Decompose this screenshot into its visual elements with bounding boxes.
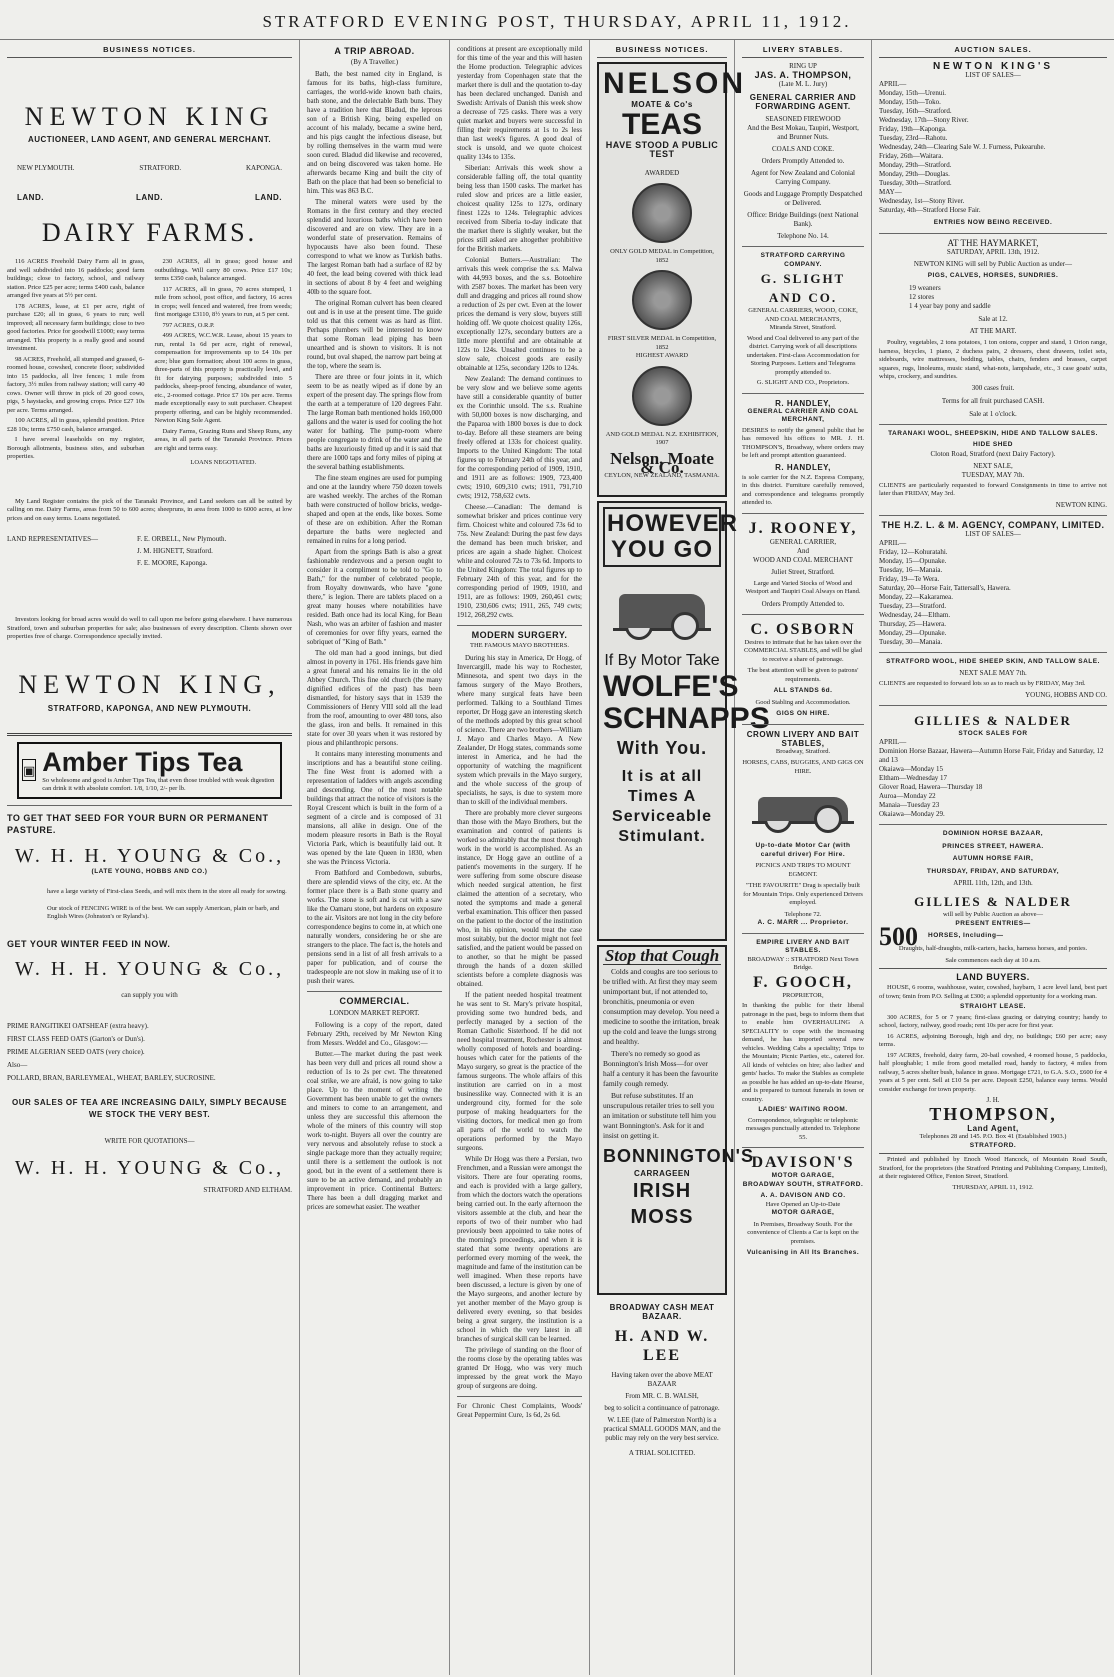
vulcanising: Vulcanising in All Its Branches. — [746, 1249, 860, 1256]
gold-medal-icon — [632, 183, 692, 243]
handley-text: DESIRES to notify the general public that he has removed his offices to MR. J. H. THOMPSON'S, Broadway, where orders may be left and prompt attention guaranteed. — [742, 426, 864, 459]
masthead: STRATFORD EVENING POST, THURSDAY, APRIL 11, 1912. — [0, 0, 1114, 40]
newton-king-towns: STRATFORD, KAPONGA, AND NEW PLYMOUTH. — [47, 703, 252, 713]
sale-item: Monday, 15th—Toko. — [879, 98, 941, 106]
five-hundred: 500 — [879, 922, 918, 951]
lee-text: W. LEE (late of Palmerston North) is a practical SMALL GOODS MAN, and the public may rely on the very best service. — [603, 1416, 721, 1442]
lee-text: From MR. C. B. WALSH, — [625, 1392, 699, 1400]
surgery-paragraph: While Dr Hogg was there a Persian, two Frenchmen, and a Russian were amongst the visitors. There are four operating rooms, and each is provided with a large gallery, from which the doctors watch the operations being carried out. In the early afternoon the visitors assemble at the club, and hear the reports of two of their number who had previously been appointed to take notes of the morning's proceedings, and when it is stated that some twenty operations are performed every morning of the week, the magnitude and fame of the institution can be well imagined. When these reports have been discussed, a lecture is given by one of the Mayo surgeons, and another lecture by yet another member of the Mayo group is delivered every evening, so that besides being a great surgery, the institution is a school in which the very latest in all branches of surgical skill can be learned. — [457, 1154, 582, 1343]
gold-medal-1: ONLY GOLD MEDAL in Competition, 1852 — [610, 248, 714, 264]
sale-item: Okaiawa—Monday 15 — [879, 765, 943, 773]
article-paragraph: There are three or four joints in it, which seem to be as neatly wiped as if done by an expert of the present day. The springs flow from the earth at a temperature of 120 degrees Fahr. The large Roman bath mentioned holds 160,000 gallons and the water is used for cooling the hot water for bathing. The pump-room where people congregate to drink of the water and the baths are luxuriously fitted up and it is said that there are 1000 taps and forty miles of piping at the several bathing establishments. — [307, 373, 442, 471]
surgery-paragraph: During his stay in America, Dr Hogg, of Invercargill, made his way to Rochester, Minnesota, and spent two days in the famous surgery of the Mayo Brothers, where many surgical feats have been performed. Talking to a Southland Times reporter, Dr Hogg gave an interesting sketch of the methods adopted by this great school of science. There are two brothers—William J. Mayo and Charles Mayo. A New Zealander, Dr Hogg states, commands some interest in America, and he had the opportunity of watching the magnificent system which prevails in the Mayo surgery, and the whole success of the group of specialists, he says, is due to system more than to skill of the individual members. — [457, 653, 582, 806]
sale-item: Monday, 29th—Douglas. — [879, 170, 950, 178]
thompson-late: (Late M. L. Jury) — [778, 80, 828, 88]
newton-king-footer: NEWTON KING, — [18, 669, 281, 699]
town-new-plymouth: NEW PLYMOUTH. — [17, 164, 75, 172]
hzl-sales-list — [879, 539, 1107, 647]
fair-days: THURSDAY, FRIDAY, AND SATURDAY, — [926, 867, 1060, 875]
rep-hignett: J. M. HIGNETT, Stratford. — [137, 547, 213, 555]
feed-item: PRIME ALGERIAN SEED OATS (very choice). — [7, 1047, 145, 1056]
davison-co: A. A. DAVISON AND CO. — [760, 1192, 846, 1199]
hzl-agency: THE H.Z. L. & M. AGENCY, COMPANY, LIMITED. — [881, 519, 1105, 530]
lee-text: Having taken over the above MEAT BAZAAR — [611, 1371, 713, 1388]
coal-nuts: And the Best Mokau, Taupiri, Westport, and Brunner Nuts. — [747, 124, 859, 141]
fair-dates: APRIL 11th, 12th, and 13th. — [953, 879, 1033, 887]
surgery-paragraph: The privilege of standing on the floor of the rooms close by the operating tables was granted Dr Hogg, who was very much impressed by the great work the Mayo group of surgeons are doing. — [457, 1345, 582, 1390]
article-paragraph: The fine steam engines are used for pumping and one at the laundry where 750 dozen towels are washed weekly. The arches of the Roman bath were constructed of hollow bricks, wedge-shaped and open at the ends, like boxes. Some of these are on exhibition. After the Roman departure the baths were neglected and remained in ruins for a long period. — [307, 474, 442, 545]
acres197-listing: 197 ACRES, freehold, dairy farm, 20-bail cowshed, 4 roomed house, 5 paddocks, half ploughable; 1 mile from good metalled road, handy to factory, 4 miles from railway, 5 acres shelter bush, balance in grass. Mortgage £721, to G.A. S.O., £600 for 4 years at 5 per cent. Sell at £10 5s per acre. Deposit £250, balance easy terms. Would consider exchange for town property. — [879, 1051, 1107, 1093]
gillies-title: GILLIES & NALDER — [914, 712, 1072, 728]
feed-item: Also— — [7, 1060, 28, 1069]
horses-including: HORSES, Including— — [928, 932, 1004, 940]
rooney-orders: Orders Promptly Attended to. — [761, 599, 845, 608]
lee-text: beg to solicit a continuance of patronage. — [604, 1404, 720, 1412]
article-paragraph: The original Roman culvert has been cleared out and is in use at the present time. The guide told us that this cement was as hard as flint. Perhaps plumbers will be interested to know that some Roman lead piping has been unearthed and is shown to visitors. It is not round, but oval shaped, the narrow part being at the top, where the seam is. — [307, 299, 442, 370]
slight-proprietors: G. SLIGHT AND CO., Proprietors. — [756, 379, 850, 386]
stock-list — [879, 284, 1107, 311]
fruit-terms: Terms for all fruit purchased CASH. — [941, 396, 1045, 405]
sale-item: Friday, 19—Te Wera. — [879, 574, 940, 583]
all-stands: ALL STANDS 6d. — [773, 687, 833, 694]
listings-right — [155, 256, 293, 470]
ladies-waiting-room: LADIES' WAITING ROOM. — [758, 1106, 848, 1113]
teas-title: TEAS — [621, 108, 702, 141]
column-trip-abroad — [300, 40, 450, 1675]
empire-address: BROADWAY :: STRATFORD Next Town Bridge. — [747, 955, 859, 971]
nk-will-sell: NEWTON KING will sell by Public Auction as under— — [913, 259, 1073, 268]
gillies-sales-list — [879, 738, 1107, 819]
at-the-mart: AT THE MART. — [969, 327, 1017, 335]
public-test: HAVE STOOD A PUBLIC TEST — [605, 140, 719, 159]
article-paragraph: From Bathford and Combedown, suburbs, there are splendid views of the city, etc. At the former place there is a Bath stone quarry and works. The stone is soft and is cut with a saw like the Oamaru stone, but hardens on exposure to the air. Visitors are not long in the city before correspondence begins to come in, at which one naturally wonders, considering he or she are strangers to the place. The fact is, the hotels and pensions send in a list of all fresh arrivals to a paper for publication, and of course the tradespeople are not slow in making use of it to push their wares. — [307, 869, 442, 985]
sale-item: Saturday, 20—Horse Fair, Tattersall's, Hawera. — [879, 583, 1011, 592]
stop-cough-title: Stop that Cough — [604, 946, 720, 965]
sale-item: Tuesday, 30—Manaia. — [879, 637, 943, 646]
write-quotations: WRITE FOR QUOTATIONS— — [104, 1136, 195, 1145]
col6-header: AUCTION SALES. — [879, 43, 1107, 58]
motor-garage-2: MOTOR GARAGE, — [771, 1209, 835, 1216]
saturday-date: SATURDAY, APRIL 13th, 1912. — [946, 247, 1040, 256]
market-paragraph: Colonial Butters.—Australian: The arrivals this week comprise the s.s. Malwa with 44,993 boxes, and the s.s. Botoehire with 2587 boxes. The market has been very dull and dragging and prices all round show a reduction of 2s per cwt. Even at the lower prices the demand is very slow, buyers still holding off. We quote choicest quality 126s, exceptionally 127s, secondary butters are a little more plentiful and are obtainable at 122s to 124s. Unsalted continues to be a slow sale, choicest goods are easily obtainable at 125s, secondary 120s to 124s. — [457, 256, 582, 372]
young-title: W. H. H. YOUNG & Co., — [14, 844, 285, 867]
sale-item: Wednesday, 24th—Clearing Sale W. J. Furness, Pukearuhe. — [879, 143, 1046, 151]
stock-sales-for: STOCK SALES FOR — [958, 729, 1028, 737]
land-label-1: LAND. — [17, 193, 44, 202]
listing: 797 ACRES, O.R.P. — [162, 321, 215, 329]
list-of-sales: LIST OF SALES— — [965, 71, 1021, 79]
listing: Dairy Farms, Grazing Runs and Sheep Runs, any areas, in all parts of the Taranaki Province. Prices are right and terms easy. — [154, 427, 292, 452]
marr-proprietor: A. C. MARR ... Proprietor. — [757, 919, 849, 926]
places: CEYLON, NEW ZEALAND, TASMANIA. — [604, 471, 720, 479]
surgery-paragraph: If the patient needed hospital treatment he was sent to St. Mary's private hospital, providing some two hundred beds, and perfectly managed by a section of the Roman Catholic Sisterhood. If he did not need hospital treatment, Rochester is almost wholly composed of hotels and boarding-houses which cater for the patients of the Mayo surgery, so great is the practice of the famous surgeons. The whole affairs of this institution are carried on in a most businesslike way. Connected with it is an underground city, formed for the sole purpose of making headquarters for the visiting doctors, for medical men go from all parts of the world to watch the operations performed by the Mayo surgeons. — [457, 990, 582, 1152]
bonningtons-ad — [597, 945, 754, 1295]
young-subtitle: (LATE YOUNG, HOBBS AND CO.) — [91, 867, 208, 875]
next-sale-may: NEXT SALE MAY 7th. — [959, 669, 1027, 677]
tuesday-may: TUESDAY, MAY 7th. — [961, 470, 1025, 479]
rooney-wood: WOOD AND COAL MERCHANT — [753, 555, 853, 564]
towns-row — [7, 158, 292, 179]
land-representatives — [7, 535, 292, 568]
article-paragraph: The mineral waters were used by the Romans in the first century and they erected splendid and luxurious baths which have been discovered and are on view. They are in a wonderful state of preservation. Remains of hypocausts have also been found. These correspond to what we know as Turkish baths. The largest Roman bath had a surface of 82 by 40 feet, the lead being covered with thick lead in sections of about 8 by 4 feet and weighing 40lb to the square foot. — [307, 198, 442, 296]
modern-surgery-heading: MODERN SURGERY. — [471, 630, 568, 640]
seed-text: have a large variety of First-class Seeds, and will mix them in the store all ready for sowing. — [47, 888, 287, 895]
premises-text: In Premises, Broadway South. For the convenience of Clients a Car is kept on the premises. — [747, 1220, 859, 1245]
land-label-2: LAND. — [136, 193, 163, 202]
amber-tips-sub: So wholesome and good is Amber Tips Tea, that even those troubled with weak digestion can drink it with absolute comfort. 1/8, 1/10, 2/- per lb. — [42, 776, 275, 792]
column-business-notices — [0, 40, 300, 1675]
cough-paragraph: There's no remedy so good as Bonnington's Irish Moss—for over half a century it has been the favourite family cough remedy. — [603, 1049, 719, 1088]
silver-medal-icon — [632, 270, 692, 330]
clients-notice-2: CLIENTS are requested to forward lots so as to reach us by FRIDAY, May 3rd. — [879, 680, 1086, 687]
listing: 98 ACRES, Freehold, all stumped and grassed, 6-roomed house, cowshed, concrete floor; subdivided into 15 paddocks, all live fences; 1 mile from factory, 3½ miles from railway station; will carry 40 cows. Owner will throw in pick of 20 good cows, pigs, 5 haystacks, and growing crops. Price £27 10s per acre. Terms arranged. — [7, 355, 145, 414]
trip-byline: (By A Traveller.) — [350, 58, 399, 66]
col1-header: BUSINESS NOTICES. — [7, 43, 292, 58]
house-listing: HOUSE, 6 rooms, washhouse, water, cowshed, haybarn, 1 acre level land, best part of town; 6min from P.O. Selling at £300; a splendid opportunity for a working man. — [879, 984, 1107, 1000]
col5-header: LIVERY STABLES. — [742, 43, 864, 58]
sale-item: Monday, 15—Opunake. — [879, 556, 947, 565]
nelson-title: NELSON — [603, 67, 747, 100]
irish-moss-title: IRISH MOSS — [630, 1180, 694, 1228]
land-agent: Land Agent, — [967, 1124, 1019, 1133]
town-stratford: STRATFORD. — [139, 164, 182, 172]
newton-king-subtitle: AUCTIONEER, LAND AGENT, AND GENERAL MERCHANT. — [27, 135, 272, 144]
stratford-label: STRATFORD. — [879, 1142, 1107, 1155]
wolfes-schnapps-ad — [597, 501, 770, 941]
telephones: Telephones 28 and 145. P.O. Box 41 (Established 1903.) — [919, 1133, 1067, 1140]
sale-item: APRIL— — [879, 538, 907, 547]
market-report-heading: LONDON MARKET REPORT. — [329, 1009, 420, 1017]
slight-subtitle: GENERAL CARRIERS, WOOD, COKE, AND COAL MERCHANTS, — [748, 307, 858, 323]
stratford-carrying: STRATFORD CARRYING COMPANY. — [760, 252, 846, 268]
amber-tips-ad — [17, 742, 282, 799]
sale-item: Eltham—Wednesday 17 — [879, 774, 948, 782]
lease-listing: 300 ACRES, for 5 or 7 years; first-class grazing or dairying country; handy to school, factory, railway, good roads; rent 10s per acre for first year. — [879, 1013, 1107, 1029]
column-market-surgery — [450, 40, 590, 1675]
sale-at-12: Sale at 12. — [978, 315, 1008, 323]
column-ads — [590, 40, 770, 1675]
serviceable-stimulant: It is at all Times A Serviceable Stimulant. — [612, 768, 712, 845]
feed-item: PRIME RANGITIKEI OATSHEAF (extra heavy). — [7, 1021, 149, 1030]
gooch-text: In thanking the public for their liberal patronage in the past, begs to inform them that to enable him OVERHAULING A SPECIALITY to cope with the increasing demand, he has imported several new vehicles. Wedding Cabs a speciality; Trips to the Mountain; Picnic Parties, etc., catered for. All kinds of vehicles on hire; also ladies' and gents' hacks. To make the Stables as complete as possible he has added an up-to-date Hearse, and is prepared to turnout funerals in town or country. — [742, 1002, 864, 1103]
autumn-horse-fair: AUTUMN HORSE FAIR, — [952, 855, 1034, 862]
sale-item: Thursday, 25—Hawera. — [879, 619, 946, 628]
sale-item: Monday, 15th—Urenui. — [879, 89, 947, 97]
listing: 178 ACRES, lease, at £1 per acre, right of purchase £20; all in grass, 6 years to run; well improved; all necessary farm buildings; close to two good factories. Price for goodwill £1000; easy terms arranged. This property is a really good and sound investment. — [7, 302, 145, 352]
column-livery-stables — [735, 40, 872, 1675]
sale-item: Dominion Horse Bazaar, Hawera—Autumn Horse Fair, Friday and Saturday, 12 and 13 — [879, 747, 1104, 764]
young-footer-towns: STRATFORD AND ELTHAM. — [203, 1185, 292, 1194]
sale-item: APRIL— — [879, 80, 907, 88]
motor-for-hire: Up-to-date Motor Car (with careful driver) For Hire. — [755, 842, 851, 858]
straight-lease: STRAIGHT LEASE. — [959, 1003, 1026, 1010]
general-carrier: GENERAL CARRIER AND FORWARDING AGENT. — [749, 93, 857, 111]
mayo-subheading: THE FAMOUS MAYO BROTHERS. — [470, 642, 569, 649]
draughts-text: Draughts, half-draughts, milk-carters, hacks, harness horses, and ponies. — [898, 945, 1088, 952]
listing: 230 ACRES, all in grass; good house and outbuildings. Will carry 80 cows. Price £17 10s; terms £350 cash, balance arranged. — [154, 258, 292, 282]
gigs-on-hire: GIGS ON HIRE. — [776, 710, 830, 717]
trial-solicited: A TRIAL SOLICITED. — [628, 1449, 696, 1457]
young-title-2: W. H. H. YOUNG & Co., — [14, 957, 285, 980]
jh-initials: J. H. — [986, 1096, 1000, 1104]
nelson-moate-tea-ad — [597, 62, 747, 497]
vintage-car-icon — [752, 780, 854, 824]
handley-text-2: is sole carrier for the N.Z. Express Company, in this district. Furniture carefully removed, and correspondence and telegrams promptly attended to. — [742, 473, 864, 506]
newton-kings-sales: NEWTON KING'S — [932, 61, 1054, 72]
market-paragraph: Cheese.—Canadian: The demand is somewhat brisker and prices continue very firm. Choicest white and coloured 73s 6d to 75s. New Zealand: During the past few days the demand has been much brisker, and prices are again a shade higher. Choicest white and coloured 72s to 73s 6d. Imports to the United Kingdom: The total figures up to February 24th of this year, and for the corresponding period of 1909, 1910, and 1911, are as follows: 1909, 260,461 cwts; 1910, 230,606 cwts; 1911, 265, 749 cwts; 1912, 268,292 cwts. — [457, 503, 583, 619]
osborn-best: The best attention will be given to patrons' requirements. — [747, 667, 859, 683]
pigs-calves: PIGS, CALVES, HORSES, SUNDRIES. — [927, 271, 1059, 279]
taranaki-wool: TARANAKI WOOL, SHEEPSKIN, HIDE AND TALLOW SALES. — [888, 429, 1098, 437]
slight-address: Miranda Street, Stratford. — [769, 324, 837, 331]
newton-king-title: NEWTON KING — [24, 102, 275, 131]
winter-heading: GET YOUR WINTER FEED IN NOW. — [7, 938, 171, 949]
lee-title: H. AND W. LEE — [614, 1328, 710, 1364]
sale-item: Monday, 22—Kakaramea. — [879, 592, 953, 601]
broadway-meat-bazaar: BROADWAY CASH MEAT BAZAAR. — [609, 1303, 715, 1321]
crown-address: Broadway, Stratford. — [775, 747, 831, 755]
lands-row — [7, 179, 292, 208]
article-paragraph: It contains many interesting monuments and inscriptions and has a beautiful stone ceiling. The fine West front is adorned with a representation of ladders with angels ascending and descending. One of the most notable buildings that attract the notice of visitors is the Royal Crescent which is built in the form of a segment of a circle and is composed of 31 mansions, all alike in design. One of the modern pleasure resorts in Bath is the Royal Victoria Park, which is beautifully laid out. It was opened by the late Queen in 1830, when she was the Princess Victoria. — [307, 750, 442, 866]
sale-item: Friday, 26th—Waitara. — [879, 152, 944, 160]
rooney-address: Juliet Street, Stratford. — [771, 567, 835, 576]
trip-abroad-title: A TRIP ABROAD. — [334, 46, 415, 56]
listing: 117 ACRES, all in grass, 70 acres stumped, 1 mile from school, post office, and factory, 16 acres in crops; well fenced and watered, free from weeds; first mortgage £3110, 8½ years to run, at 5 per cent. — [154, 285, 292, 318]
garage-address: BROADWAY SOUTH, STRATFORD. — [742, 1180, 864, 1188]
highest-award: HIGHEST AWARD — [635, 352, 689, 359]
osborn-text: Desires to intimate that he has taken over the COMMERCIAL STABLES, and will be glad to receive a share of patronage. — [743, 638, 863, 663]
thompson-title: THOMPSON, — [929, 1104, 1057, 1124]
market-paragraph: Butter.—The market during the past week has been very dull and prices all round show a reduction of 1s to 2s per cwt. The threatened coal strike, we are afraid, is now going to take place. Up to the moment of writing the Government has been unable to get the owners and miners to come to an arrangement, and unless they are successful this afternoon the whole of the miners of this country will stop work to-night. Buyers all over the country are very nervous and absolutely refuse to stock a single package more than they actually require; until there is a settlement the outlook is not good, but in the event of a settlement there is sure to be an active demand, and probably an improvement in price. Continental Butters: There has been a dull dragging market and prices are somewhat easier. The weather — [307, 1050, 442, 1211]
listing: I have several leaseholds on my register, Borough allotments, business sites, and suburban properties. — [7, 436, 145, 460]
correspondence-text: Correspondence, telegraphic or telephonic messages punctually attended to. Telephone 55. — [745, 1116, 861, 1141]
slight-title: G. SLIGHT AND CO. — [760, 271, 846, 305]
nelson-company: Nelson, Moate & Co. — [610, 448, 714, 477]
cough-paragraph: But refuse substitutes. If an unscrupulous retailer tries to sell you an imitation or substitute tell him you want Bonnington's. Ask for it and insist on getting it. — [603, 1091, 716, 1140]
fruit-cases: 300 cases fruit. — [971, 383, 1015, 392]
sale-item: MAY— — [879, 188, 902, 196]
ring-up: RING UP — [789, 62, 817, 70]
farm-listings — [7, 256, 292, 470]
feed-item: FIRST CLASS FEED OATS (Garton's or Dun's). — [7, 1034, 145, 1043]
sale-at-1: Sale at 1 o'clock. — [969, 409, 1017, 418]
sale-item: Tuesday, 16—Manaia. — [879, 565, 943, 574]
sale-item: Auroa—Monday 22 — [879, 792, 936, 800]
sale-item: Tuesday, 16th—Stratford. — [879, 107, 952, 115]
gillies-title-2: GILLIES & NALDER — [914, 894, 1072, 909]
silver-medal: FIRST SILVER MEDAL in Competition, 1852 — [607, 335, 717, 351]
young-title-3: W. H. H. YOUNG & Co., — [14, 1156, 285, 1179]
sale-item: Monday, 29th—Stratford. — [879, 161, 952, 169]
agent-text: Agent for New Zealand and Colonial Carrying Company. — [751, 169, 855, 186]
thompson-name: JAS. A. THOMPSON, — [754, 70, 852, 80]
rooney-subtitle: GENERAL CARRIER, — [769, 537, 837, 546]
feed-item: POLLARD, BRAN, BARLEYMEAL, WHEAT, BARLEY, SUCROSINE. — [7, 1073, 216, 1082]
will-sell: will sell by Public Auction as above— — [942, 911, 1044, 918]
by-motor-take: If By Motor Take — [604, 652, 720, 669]
land-buyers: LAND BUYERS. — [956, 972, 1030, 982]
market-paragraph: Following is a copy of the report, dated February 29th, received by Mr Newton King from Messrs. Weddel and Co., Glasgow:— — [307, 1021, 442, 1047]
seed-heading: TO GET THAT SEED FOR YOUR BURN OR PERMANENT PASTURE. — [7, 812, 269, 835]
article-paragraph: The old man had a good innings, but died almost in poverty in 1761. His friends gave him a great funeral and his remains lie in the old Abbey Church. This fine old church (the many dignified edifices of the past) has been dismantled, for history says that in 1539 the Commissioners of Henry VIII sold all the lead from the roof, amounting to over 480 tons, also the glass, iron and bells. It remained in this state for over 30 years when it was restored by pious and philanthropic persons. — [307, 649, 442, 747]
horses-hire: HORSES, CABS, BUGGIES, AND GIGS ON HIRE. — [742, 759, 864, 775]
listing: 116 ACRES Freehold Dairy Farm all in grass, and well subdivided into 16 paddocks; good farm buildings; close to factory, school, and railway station. Price £25 per acre; terms £400 cash, balance arranged five years at 5½ per cent. — [7, 258, 145, 299]
cough-paragraph: Colds and coughs are too serious to be trifled with. At first they may seem unimportant but, if not attended to, bronchitis, pneumonia or even consumption may develop. You need a medicine to soothe the irritation, break up the cold and leave the lungs strong and healthy. — [603, 967, 720, 1046]
fencing-text: Our stock of FENCING WIRE is of the best. We can supply American, plain or barb, and English Wires (Johnston's or Ryland's). — [47, 904, 280, 920]
sale-item: Manaia—Tuesday 23 — [879, 801, 940, 809]
stock-item: 19 weaners — [909, 284, 941, 292]
coals-coke: COALS AND COKE. — [771, 145, 835, 153]
picnics: PICNICS AND TRIPS TO MOUNT EGMONT. — [755, 862, 851, 878]
wolfes-title: WOLFE'S — [603, 670, 739, 703]
carrageen-label: CARRAGEEN — [633, 1169, 691, 1178]
present-entries: PRESENT ENTRIES— — [955, 919, 1031, 927]
handley-subtitle: GENERAL CARRIER AND COAL MERCHANT, — [747, 407, 859, 423]
listings-left — [7, 256, 145, 470]
bonningtons-title: BONNINGTON'S — [603, 1146, 754, 1166]
telephone-72: Telephone 72. — [784, 910, 822, 918]
gooch-proprietor: PROPRIETOR, — [782, 991, 824, 999]
imprint-date: THURSDAY, APRIL 11, 1912. — [952, 1183, 1034, 1191]
article-paragraph: Bath, the best named city in England, is famous for its baths, high-class furniture, carriages, the world-wide known bath chairs, bath stone, and the delectable Bath buns. They have a tradition here that Bladud, the leprous son of a British King, being expelled on account of his malady, became a swine herd, and his pigs caught the infectious disease, but by rolling themselves in the warm mud were soon cured. Bladud did likewise and recovered, and on being discovered was taken home. He afterwards became King and built the city of Bath on the place that had been so beneficial to him. This was 863 B.C. — [307, 70, 442, 195]
crown-livery: CROWN LIVERY AND BAIT STABLES, — [746, 729, 860, 748]
town-kaponga: KAPONGA. — [246, 164, 282, 172]
sale-item: Saturday, 4th—Stratford Horse Fair. — [879, 206, 981, 214]
mart-text: Poultry, vegetables, 2 tons potatoes, 1 ton onions, copper and stand, 1 Orion range, harness, bicycles, 1 piano, 2 duchess pairs, 2 dressers, chest drawers, toilet sets, sideboards, wire mattresses, bedding, tables, chairs, fenders and brasses, carpet squares, rugs, linoleums, music stand, what-nots, lampshade, etc., 3 case goats' suits, whips, crockery, and sundries. — [879, 339, 1107, 380]
market-paragraph: conditions at present are exceptionally mild for this time of the year and this will hasten the Home production. Telegraphic advices yesterday from Copenhagen state that the market there is dull and the quotation to-day has been declared unchanged. Danish and Swedish: Arrivals of Danish this week show a decrease of 725 casks. There was a very quiet market and buyers were successful in filling their requirements at 1s to 2s less than last week's figures. A good deal of stock is unsold, and we quote choicest quality 134s to 135s. — [457, 45, 582, 161]
surgery-paragraph: There are probably more clever surgeons than those with the Mayo Brothers, but the examination and control of patients is worked so admirably that the most thorough work in the world is accomplished. As an instance, Dr Hogg gave an outline of a patient's movements in the surgery. If he were suffering from some obscure disease which needed surgical attention, he first claimed the attention of a secretary, who noted the symptoms and made a general verbal examination. This officer then passed on the patient to the doctor of the institution who, in his opinion, would treat the case most suitably, but the doctor might not feel satisfied, and the patient would be passed on to another, so that he might be passed through the hands of a dozen skilled scientists before a complete diagnosis was obtained. — [457, 808, 582, 988]
sale-item: Wednesday, 24—Eltham. — [879, 610, 951, 619]
acres16-listing: 16 ACRES, adjoining Borough, high and dry, no buildings; £60 per acre; easy terms. — [879, 1032, 1107, 1048]
sale-commences: Sale commences each day at 10 a.m. — [879, 957, 1107, 970]
tea-sales-text: OUR SALES OF TEA ARE INCREASING DAILY, SIMPLY BECAUSE WE STOCK THE VERY BEST. — [12, 1097, 287, 1119]
with-you: With You. — [616, 738, 708, 758]
osborn-title: C. OSBORN — [750, 620, 856, 638]
sale-item: Friday, 12—Kohuratahi. — [879, 547, 948, 556]
feed-list — [7, 1022, 292, 1083]
april-sales-list — [879, 80, 1107, 215]
reps-label: LAND REPRESENTATIVES— — [7, 535, 99, 543]
motor-car-icon — [613, 571, 711, 631]
entries-received: ENTRIES NOW BEING RECEIVED. — [933, 219, 1053, 226]
handley-name-2: R. HANDLEY, — [775, 462, 831, 472]
office-address: Office: Bridge Buildings (next National Bank). — [747, 211, 859, 228]
rooney-text: Large and Varied Stocks of Wood and Westport and Taupiri Coal Always on Hand. — [745, 579, 861, 595]
rooney-and: And — [796, 546, 810, 555]
favourite-drag: "THE FAVOURITE" Drag is specially built for Mountain Trips. Only experienced Drivers employed. — [743, 882, 863, 906]
slight-text: Wood and Coal delivered to any part of the district. Carrying work of all descriptions undertaken. First-class Accommodation for Storing Purposes. Letters and Telegrams promptly attended to. — [746, 334, 860, 376]
article-paragraph: Apart from the springs Bath is also a great fashionable rendezvous and a person ought to consider it a compliment to be told to "Go to Bath," for the number of celebrated people, from Royalty downwards, who have "gone there," is legion. There are tablets placed on a great many houses where notabilities have resided. Bath once had its local King, for Beau Nash, who was an arbiter of fashion and master of ceremonies for over fifty years, earned the sobriquet of "King of Bath." — [307, 548, 442, 646]
davison-title: DAVISON'S — [751, 1154, 855, 1171]
haymarket: AT THE HAYMARKET, — [947, 237, 1039, 248]
loans-negotiated: LOANS NEGOTIATED. — [190, 459, 257, 466]
seasoned-firewood: SEASONED FIREWOOD — [765, 115, 841, 123]
commercial-heading: COMMERCIAL. — [339, 996, 410, 1006]
orders-attended: Orders Promptly Attended to. — [761, 157, 845, 165]
gooch-title: F. GOOCH, — [753, 973, 853, 991]
land-register-text: My Land Register contains the pick of the Taranaki Province, and Land seekers can all be suited by calling on me. Dairy Farms, areas from 50 to 600 acres; sheepruns, in area from 1000 to 6000 acres, at low prices and on easy terms. Loans negotiated. — [7, 497, 292, 522]
sale-item: APRIL— — [879, 738, 907, 746]
sale-item: Tuesday, 23—Stratford. — [879, 601, 947, 610]
stratford-wool: STRATFORD WOOL, HIDE SHEEP SKIN, AND TALLOW SALE. — [886, 657, 1100, 665]
goods-luggage: Goods and Luggage Promptly Despatched or Delivered. — [743, 190, 863, 207]
market-paragraph: Siberian: Arrivals this week show a considerable falling off, the total quantity being less than 1500 casks. The market has ruled slow and prices are a little easier, choicest quality 125s to 127s, ordinary finest 122s to 124s. Telegraphic advices received from Siberia to-day indicate that the market there is slightly weaker, but the prices still asked are altogether prohibitive for the British markets. — [457, 164, 582, 253]
col4-header: BUSINESS NOTICES. — [597, 43, 727, 58]
market-paragraph: New Zealand: The demand continues to be very slow and we believe some agents have still a considerable quantity of butter ex the Corinthic unsold. The s.s. Ruahine with 50,000 boxes is now discharging, and the Paparoa with 1800 boxes is due to dock to-day. Before all these steamers are being freely offered at 133s for choicest quality. Imports to the United Kingdom: The total figures up to February 24th of this year, and for the corresponding period of 1909, 1910, and 1911 are as follows: 1909, 723,400 cwts; 1910, 609,310 cwts; 1911, 791,710 cwts; 1912, 758,632 cwts. — [457, 375, 582, 500]
dominion-bazaar: DOMINION HORSE BAZAAR, — [942, 830, 1044, 837]
investors-text: Investors looking for broad acres would do well to call upon me before going elsewhere. I have numerous Stratford, town and suburban properties for sale; also businesses of every description. Clients shown over properties free of charge. Correspondence specially invited. — [7, 616, 292, 640]
sale-item: Wednesday, 1st—Stony River. — [879, 197, 965, 205]
hide-shed: HIDE SHED — [973, 441, 1013, 448]
hide-address: Cloton Road, Stratford (next Dairy Factory). — [930, 449, 1056, 458]
column-auction-sales — [872, 40, 1114, 1675]
clients-notice: CLIENTS are particularly requested to forward Consignments in time to arrive not later than FRIDAY, May 3rd. — [879, 481, 1107, 497]
princes-street: PRINCES STREET, HAWERA. — [942, 842, 1044, 850]
motor-garage: MOTOR GARAGE, — [771, 1172, 835, 1179]
listing: 100 ACRES, all in grass, splendid position. Price £28 10s; terms £750 cash, balance arranged. — [7, 417, 145, 433]
sale-item: Monday, 29—Opunake. — [879, 628, 947, 637]
nk-signature: NEWTON KING. — [1055, 500, 1107, 509]
sale-item: Okaiawa—Monday 29. — [879, 810, 945, 818]
moate-title: MOATE & Co's — [631, 100, 693, 109]
exhibition-medal-icon — [632, 366, 692, 426]
hzl-list: LIST OF SALES— — [965, 529, 1021, 538]
stock-item: 12 stores — [909, 293, 935, 301]
telephone: Telephone No. 14. — [777, 232, 829, 240]
amber-tips-title: Amber Tips Tea — [42, 746, 243, 777]
tea-box-icon: ▣ — [22, 759, 36, 781]
rooney-title: J. ROONEY, — [748, 519, 858, 537]
peppermint-cure-ad: For Chronic Chest Complaints, Woods' Great Peppermint Cure, 1s 6d, 2s 6d. — [457, 1401, 582, 1419]
sale-item: Tuesday, 30th—Stratford. — [879, 179, 952, 187]
supply-text: can supply you with — [121, 990, 178, 999]
schnapps-title: SCHNAPPS — [603, 702, 770, 735]
gold-medal-2: AND GOLD MEDAL N.Z. EXHIBITION, 1907 — [605, 430, 719, 446]
next-sale: NEXT SALE, — [973, 461, 1013, 470]
sale-item: Tuesday, 23rd—Rahotu. — [879, 134, 948, 142]
listing: 499 ACRES, W.C.W.R. Lease, about 15 years to run, rental 1s 6d per acre, right of renewal, compensation for improvements up to £4 10s per acre; blue gum formation; about 100 acres in grass, three-parts of this property is practically level, and fit for dairying purposes; subdivided into 5 paddocks, sheep-proof fencing, abundance of water, etc., 2-roomed cottage. Price £7 10s per acre. Terms made exceptionally easy to suit purchaser. Cheapest property offering, and can be highly recommended. Newton King Sole Agent. — [154, 332, 292, 424]
stock-item: 1 4 year bay pony and saddle — [909, 302, 991, 310]
dairy-farms-heading: DAIRY FARMS. — [41, 218, 258, 247]
land-label-3: LAND. — [255, 193, 282, 202]
sale-item: Glover Road, Hawera—Thursday 18 — [879, 783, 983, 791]
rep-moore: F. E. MOORE, Kaponga. — [137, 559, 208, 567]
awarded-label: AWARDED — [644, 169, 680, 177]
young-hobbs-signature: YOUNG, HOBBS AND CO. — [1025, 690, 1107, 699]
opened-text: Have Opened an Up-to-Date — [765, 1200, 841, 1208]
sale-item: Wednesday, 17th—Stony River. — [879, 116, 969, 124]
however-banner: HOWEVER YOU GO — [603, 507, 721, 567]
imprint: Printed and published by Enoch Wood Hancock, of Mountain Road South, Stratford, for the proprietors (the Stratford Printing and Publishing Company, Limited), at their registered Office, Fenton Street, Stratford. — [879, 1156, 1107, 1180]
rep-orbell: F. E. ORBELL, New Plymouth. — [137, 535, 227, 543]
good-stabling: Good Stabling and Accommodation. — [755, 698, 851, 706]
empire-livery: EMPIRE LIVERY AND BAIT STABLES. — [756, 938, 850, 954]
sale-item: Friday, 19th—Kaponga. — [879, 125, 947, 133]
handley-name: R. HANDLEY, — [775, 398, 831, 408]
